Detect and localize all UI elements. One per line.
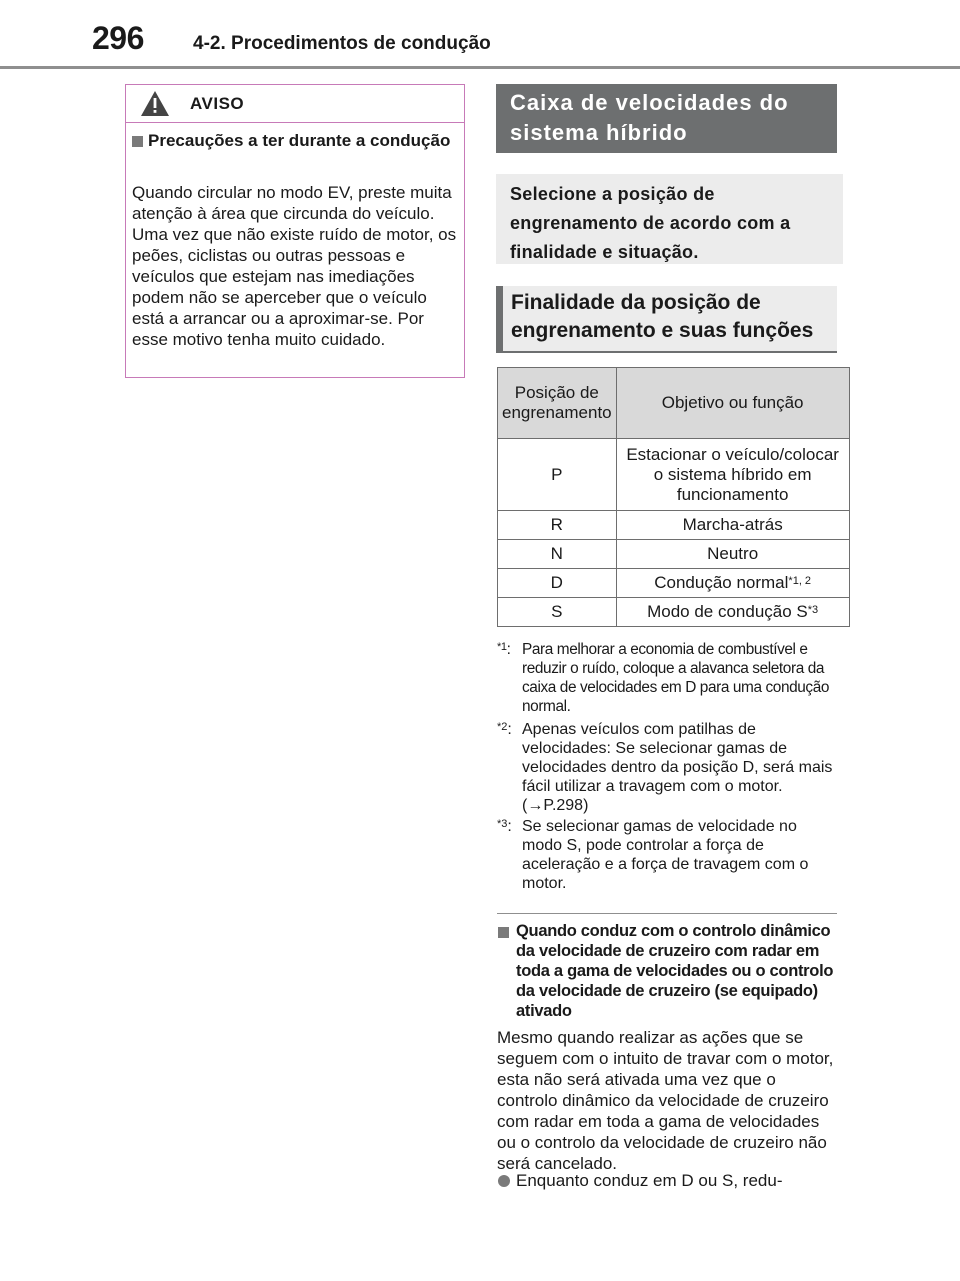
gear-position-table (497, 367, 850, 627)
column-header-function: Objetivo ou função (616, 368, 849, 439)
footnote-mark: *1 (497, 641, 507, 653)
warning-title: Precauções a ter durante a condução (148, 131, 451, 150)
footnote: $^{*3}$: Se selecionar gamas de velocidade no modo S, pode controlar a força de aceleração e a força de travagem com o motor. (497, 817, 837, 893)
footnote: $^{*2}$: Apenas veículos com patilhas de velocidades: Se selecionar gamas de velocidades dentro da posição D, será mais fácil utilizar a travagem com o motor. (→P.298) (497, 720, 837, 815)
intro-text: Selecione a posição de engrenamento de acordo com a finalidade e situação. (510, 184, 791, 262)
warning-header (126, 85, 464, 123)
footnote-ref: *1, 2 (788, 575, 812, 587)
table-cell-position: R (498, 511, 617, 540)
bullet-text: Enquanto conduz em D ou S, redu- (516, 1171, 783, 1190)
table-cell-position: N (498, 540, 617, 569)
function-text: Estacionar o veículo/colocar o sistema híbrido em funcionamento (626, 444, 839, 504)
footnote-ref: *3 (807, 604, 819, 616)
hybrid-transmission-header (496, 84, 837, 153)
footnote-text: Apenas veículos com patilhas de velocidades: Se selecionar gamas de velocidades dentro da posição D, será mais fácil utilizar a travagem com o motor. (→P.298) (522, 721, 833, 814)
square-bullet-icon (132, 136, 143, 147)
function-text: Condução normal (654, 573, 789, 592)
warning-text: Quando circular no modo EV, preste muita atenção à área que circunda do veículo. Uma vez que não existe ruído de motor, os peões, ciclistas ou outras pessoas e veículos que estejam nas imediações podem não se aperceber que o veículo está a arrancar ou a aproximar-se. Por esse motivo tenha muito cuidado. (132, 183, 457, 349)
function-text: Neutro (707, 544, 759, 563)
page-number: 296 (92, 20, 144, 56)
footnote: $^{*1}$: Para melhorar a economia de combustível e reduzir o ruído, coloque a alavanca seletora da caixa de velocidades em D para uma condução normal. (497, 640, 837, 716)
table-cell-function (616, 540, 849, 569)
footnote-mark: *3 (497, 818, 508, 830)
hybrid-transmission-title: Caixa de velocidades do sistema híbrido (510, 90, 789, 145)
section-rule (497, 913, 837, 914)
section-text: Mesmo quando realizar as ações que se seguem com o intuito de travar com o motor, esta não será ativada uma vez que o controlo dinâmico da velocidade de cruzeiro com radar em toda a gama de velocidades ou o controlo da velocidade de cruzeiro não será cancelado. (497, 1028, 834, 1173)
function-text: Marcha-atrás (682, 515, 783, 534)
table-cell-function (616, 511, 849, 540)
table-row (498, 598, 850, 627)
footnote-mark: *2 (497, 721, 508, 733)
purpose-heading-rule (496, 351, 837, 353)
purpose-heading-box (496, 286, 837, 353)
intro-box (496, 174, 843, 264)
table-row (498, 439, 850, 511)
table-cell-position: P (498, 439, 617, 511)
section-title-cruise-control: Quando conduz com o controlo dinâmico da velocidade de cruzeiro com radar em toda a gama de velocidades ou o controlo da velocidade de cruzeiro (se equipado) ativado (516, 922, 834, 1020)
section-title: 4-2. Procedimentos de condução (193, 33, 491, 54)
footnote-text: Para melhorar a economia de combustível e reduzir o ruído, coloque a alavanca seletora da caixa de velocidades em D para uma condução normal. (522, 641, 830, 715)
table-cell-function (616, 569, 849, 598)
footnote-text: Se selecionar gamas de velocidade no modo S, pode controlar a força de aceleração e a força de travagem com o motor. (522, 818, 809, 892)
table-header-row (498, 368, 850, 439)
table-cell-function (616, 598, 849, 627)
table-row (498, 540, 850, 569)
table-row (498, 569, 850, 598)
circle-bullet-icon (498, 1175, 510, 1187)
square-bullet-icon (498, 927, 509, 938)
warning-label: AVISO (190, 94, 245, 113)
table-row (498, 511, 850, 540)
table-cell-position: S (498, 598, 617, 627)
warning-box (125, 84, 465, 378)
column-header-position: Posição de engrenamento (498, 368, 617, 439)
function-text: Modo de condução S (647, 602, 808, 621)
header-rule (0, 66, 960, 69)
purpose-heading: Finalidade da posição de engrenamento e suas funções (511, 291, 814, 342)
table-cell-function (616, 439, 849, 511)
warning-triangle-icon (140, 90, 170, 117)
table-cell-position: D (498, 569, 617, 598)
